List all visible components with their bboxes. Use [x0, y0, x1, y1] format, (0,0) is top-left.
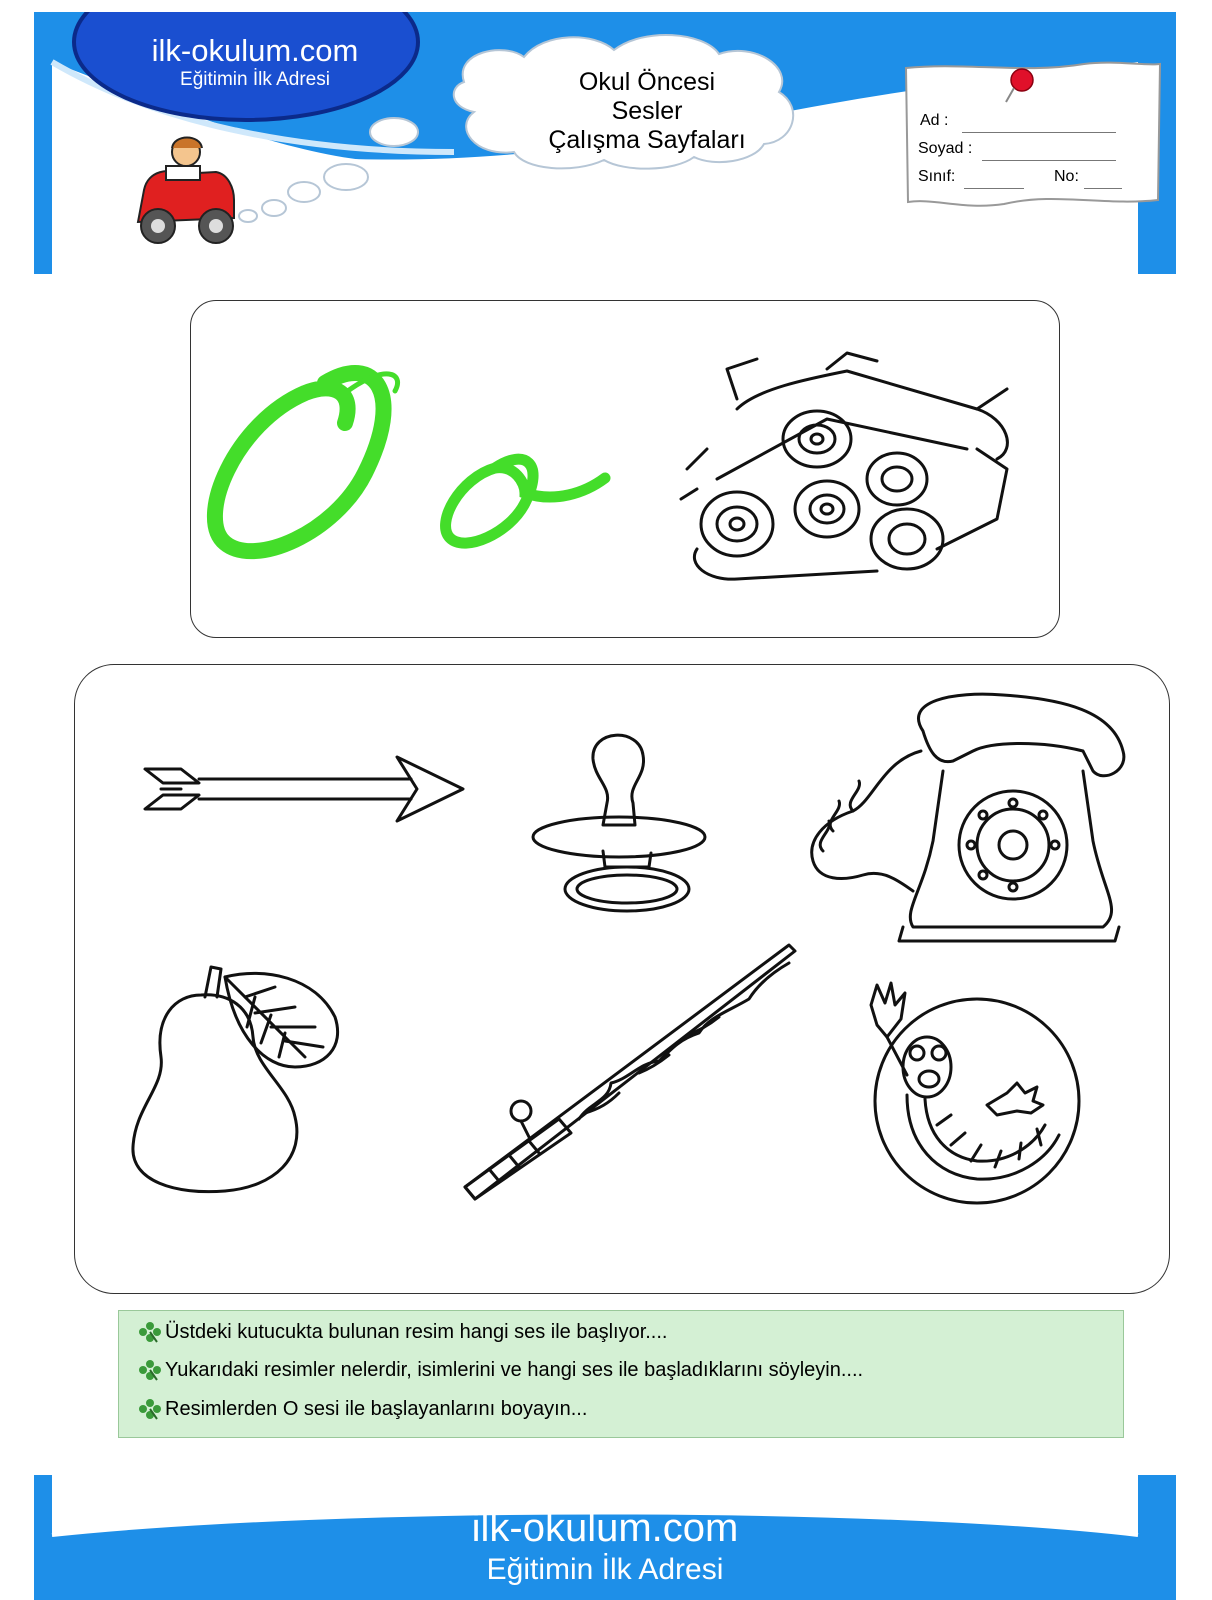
no-line[interactable]: [1084, 188, 1122, 189]
logo-tagline: Eğitimin İlk Adresi: [180, 69, 330, 90]
clover-bullet-icon: [137, 1358, 163, 1382]
worksheet-title: [502, 68, 792, 155]
fishing-rod-icon[interactable]: [459, 943, 803, 1203]
label-no: No:: [1054, 168, 1079, 185]
clover-bullet-icon: [137, 1397, 163, 1421]
logs-icon[interactable]: [677, 349, 1027, 589]
letter-panel: [190, 300, 1060, 638]
title-line-3: Çalışma Sayfaları: [548, 126, 746, 154]
instruction-text-1: Üstdeki kutucukta bulunan resim hangi ses ile başlıyor....: [165, 1321, 668, 1343]
label-sinif: Sınıf:: [918, 168, 956, 185]
instruction-text-2: Yukarıdaki resimler nelerdir, isimlerini ve hangi ses ile başladıklarını söyleyin....: [165, 1359, 864, 1381]
title-line-1: Okul Öncesi: [578, 68, 716, 96]
lower-o-stroke: [446, 459, 605, 543]
clover-bullet-icon: [137, 1320, 163, 1344]
lower-letter: [191, 301, 192, 302]
instruction-item: [137, 1397, 587, 1421]
title-line-2: Sesler: [611, 97, 683, 125]
student-name-card: [904, 60, 1162, 208]
footer-domain[interactable]: ilk-okulum.com: [471, 1506, 739, 1550]
car-mascot-icon: [130, 130, 240, 256]
sinif-line[interactable]: [964, 188, 1024, 189]
instructions-box: [118, 1310, 1124, 1438]
ad-line[interactable]: [962, 132, 1116, 133]
upper-o-stroke: [215, 373, 384, 551]
header-banner: [34, 12, 1176, 282]
label-ad: Ad :: [920, 112, 949, 129]
instruction-item: [137, 1358, 863, 1382]
pear-icon[interactable]: [125, 957, 345, 1197]
soyad-line[interactable]: [982, 160, 1116, 161]
footer-banner: [34, 1475, 1176, 1600]
logo-domain: ilk-okulum.com: [151, 33, 359, 68]
pictures-panel: [74, 664, 1170, 1294]
cursive-letters: [195, 353, 615, 563]
telephone-icon[interactable]: [803, 691, 1133, 951]
label-soyad: Soyad :: [918, 140, 973, 157]
footer-tagline: Eğitimin İlk Adresi: [486, 1553, 724, 1586]
instruction-item: [137, 1320, 667, 1344]
worm-icon[interactable]: [847, 975, 1097, 1215]
pacifier-icon[interactable]: [531, 719, 721, 919]
instruction-text-3: Resimlerden O sesi ile başlayanlarını boyayın...: [165, 1398, 588, 1420]
arrow-icon[interactable]: [141, 749, 471, 829]
header-logo[interactable]: [100, 34, 410, 92]
